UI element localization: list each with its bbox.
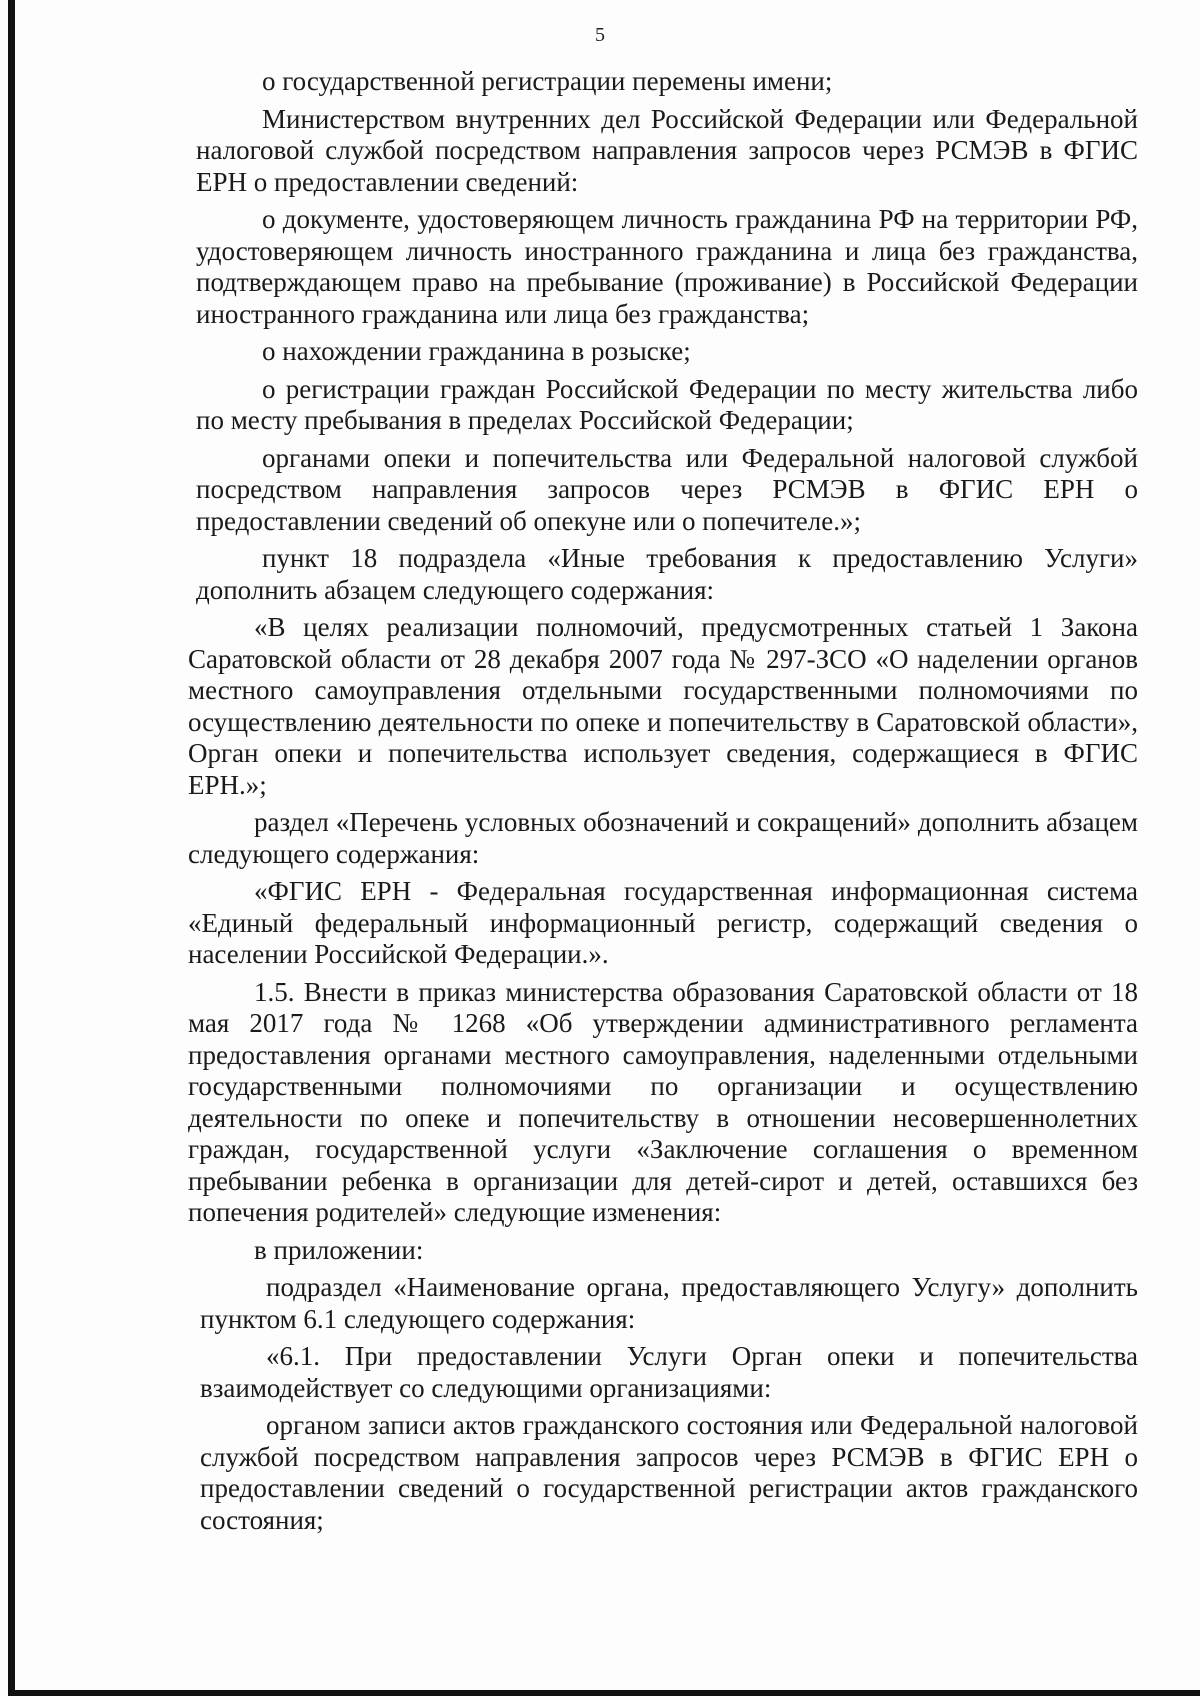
paragraph: пункт 18 подраздела «Иные требования к предоставлению Услуги» дополнить абзацем следующего содержания:: [196, 543, 1138, 605]
paragraph: о регистрации граждан Российской Федерации по месту жительства либо по месту пребывания в пределах Российской Федерации;: [196, 373, 1138, 435]
paragraph: раздел «Перечень условных обозначений и сокращений» дополнить абзацем следующего содержания:: [188, 807, 1138, 869]
document-body: [188, 66, 1138, 1542]
paragraph: подраздел «Наименование органа, предоставляющего Услугу» дополнить пунктом 6.1 следующего содержания:: [200, 1272, 1138, 1334]
paragraph: «6.1. При предоставлении Услуги Орган опеки и попечительства взаимодействует со следующими организациями:: [200, 1341, 1138, 1403]
paragraph: органами опеки и попечительства или Федеральной налоговой службой посредством направления запросов через РСМЭВ в ФГИС ЕРН о предоставлении сведений об опекуне или о попечителе.»;: [196, 442, 1138, 536]
scan-bottom-edge: [8, 1690, 1200, 1696]
paragraph: Министерством внутренних дел Российской Федерации или Федеральной налоговой службой посредством направления запросов через РСМЭВ в ФГИС ЕРН о предоставлении сведений:: [196, 103, 1138, 197]
paragraph: 1.5. Внести в приказ министерства образования Саратовской области от 18 мая 2017 года № 1268 «Об утверждении административного регламента предоставления органами местного самоуправления, наделенными отдельными государственными полномочиями по организации и осуществлению деятельности по опеке и попечительству в отношении несовершеннолетних граждан, государственной услуги «Заключение соглашения о временном пребывании ребенка в организации для детей-сирот и детей, оставшихся без попечения родителей» следующие изменения:: [188, 976, 1138, 1227]
page-number: 5: [595, 24, 605, 46]
paragraph: в приложении:: [254, 1234, 424, 1265]
paragraph: о государственной регистрации перемены имени;: [262, 66, 833, 96]
paragraph: о документе, удостоверяющем личность гражданина РФ на территории РФ, удостоверяющем личность иностранного гражданина и лица без гражданства, подтверждающем право на пребывание (проживание) в Российской Федерации иностранного гражданина или лица без гражданства;: [196, 204, 1138, 329]
paragraph: «ФГИС ЕРН - Федеральная государственная информационная система «Единый федеральный информационный регистр, содержащий сведения о населении Российской Федерации.».: [188, 876, 1138, 969]
paragraph: «В целях реализации полномочий, предусмотренных статьей 1 Закона Саратовской области от 28 декабря 2007 года № 297-ЗСО «О наделении органов местного самоуправления отдельными государственными полномочиями по осуществлению деятельности по опеке и попечительству в Саратовской области», Орган опеки и попечительства использует сведения, содержащиеся в ФГИС ЕРН.»;: [188, 612, 1138, 800]
paragraph: органом записи актов гражданского состояния или Федеральной налоговой службой посредством направления запросов через РСМЭВ в ФГИС ЕРН о предоставлении сведений о государственной регистрации актов гражданского состояния;: [200, 1410, 1138, 1535]
scan-left-edge: [8, 0, 15, 1696]
paragraph: о нахождении гражданина в розыске;: [262, 336, 691, 366]
